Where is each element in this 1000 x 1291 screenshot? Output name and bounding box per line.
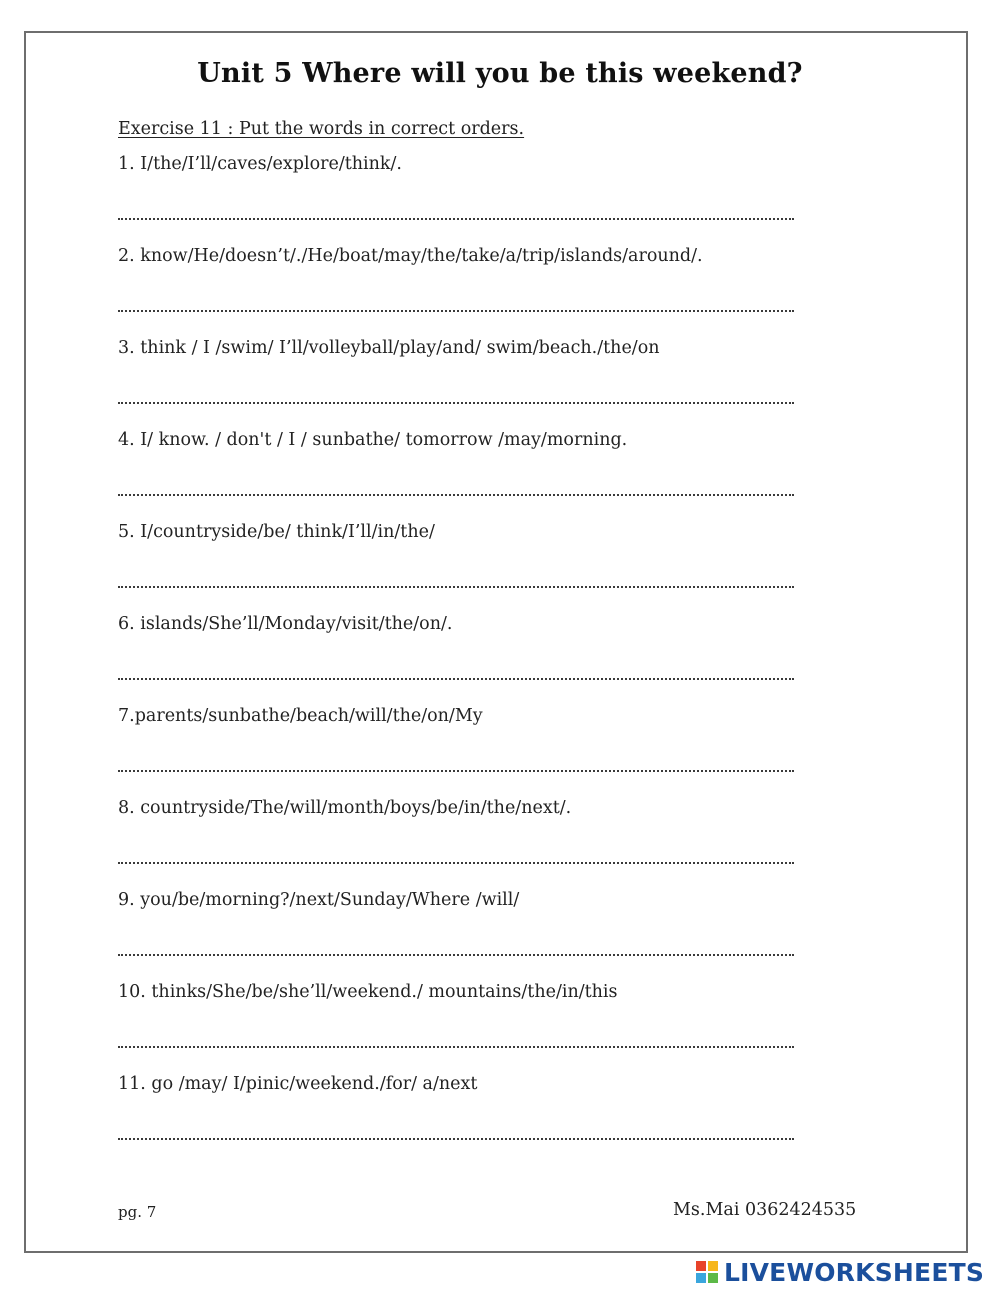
list-item — [118, 518, 808, 610]
exercise-instruction: Exercise 11 : Put the words in correct orders. — [118, 119, 525, 139]
logo-block — [696, 1273, 706, 1283]
question-prompt: 1. I/the/I’ll/caves/explore/think/. — [118, 154, 402, 174]
liveworksheets-logo — [696, 1254, 984, 1290]
answer-input[interactable] — [118, 746, 794, 772]
answer-input[interactable] — [118, 470, 794, 496]
page-title: Unit 5 Where will you be this weekend? — [197, 58, 803, 89]
question-prompt: 6. islands/She’ll/Monday/visit/the/on/. — [118, 614, 453, 634]
question-prompt: 11. go /may/ I/pinic/weekend./for/ a/next — [118, 1074, 478, 1094]
question-prompt: 3. think / I /swim/ I’ll/volleyball/play/and/ swim/beach./the/on — [118, 338, 660, 358]
list-item — [118, 886, 808, 978]
answer-input[interactable] — [118, 1022, 794, 1048]
answer-input[interactable] — [118, 194, 794, 220]
author-credit: Ms.Mai 0362424535 — [673, 1200, 857, 1220]
logo-block — [708, 1273, 718, 1283]
answer-input[interactable] — [118, 1114, 794, 1140]
page-number: pg. 7 — [118, 1203, 157, 1221]
list-item — [118, 978, 808, 1070]
answer-input[interactable] — [118, 562, 794, 588]
list-item — [118, 794, 808, 886]
question-prompt: 5. I/countryside/be/ think/I’ll/in/the/ — [118, 522, 435, 542]
question-prompt: 2. know/He/doesn’t/./He/boat/may/the/take/a/trip/islands/around/. — [118, 246, 703, 266]
list-item — [118, 242, 808, 334]
logo-block — [708, 1261, 718, 1271]
answer-input[interactable] — [118, 654, 794, 680]
question-prompt: 10. thinks/She/be/she’ll/weekend./ mountains/the/in/this — [118, 982, 618, 1002]
question-prompt: 9. you/be/morning?/next/Sunday/Where /will/ — [118, 890, 520, 910]
list-item — [118, 334, 808, 426]
logo-block — [696, 1261, 706, 1271]
answer-input[interactable] — [118, 286, 794, 312]
list-item — [118, 426, 808, 518]
list-item — [118, 150, 808, 242]
exercise-list — [118, 150, 808, 1162]
answer-input[interactable] — [118, 838, 794, 864]
question-prompt: 7.parents/sunbathe/beach/will/the/on/My — [118, 706, 483, 726]
brand-name: LIVEWORKSHEETS — [724, 1257, 985, 1287]
list-item — [118, 702, 808, 794]
list-item — [118, 610, 808, 702]
logo-blocks-icon — [696, 1261, 718, 1283]
question-prompt: 8. countryside/The/will/month/boys/be/in/the/next/. — [118, 798, 572, 818]
list-item — [118, 1070, 808, 1162]
answer-input[interactable] — [118, 378, 794, 404]
question-prompt: 4. I/ know. / don't / I / sunbathe/ tomorrow /may/morning. — [118, 430, 628, 450]
answer-input[interactable] — [118, 930, 794, 956]
